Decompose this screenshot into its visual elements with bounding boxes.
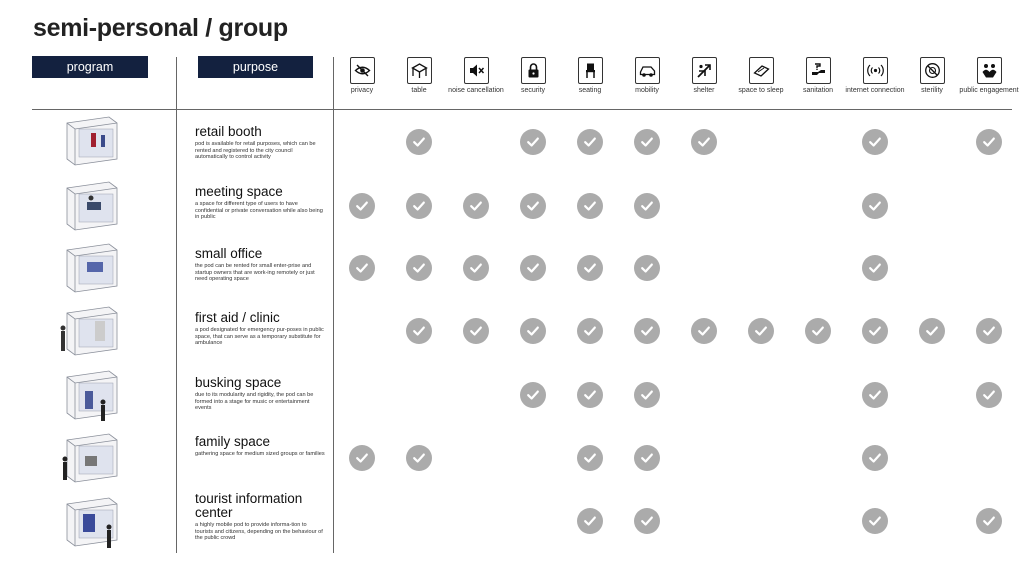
program-column-divider [176,57,177,553]
check-mark-icon [862,255,888,281]
check-mark-icon [976,318,1002,344]
attribute-label: internet connection [845,87,905,94]
pod-illustration [57,494,123,552]
program-description-block [195,125,325,161]
program-description-block [195,435,325,458]
program-name: tourist information center [195,491,303,520]
check-mark-icon [976,508,1002,534]
page-title: semi-personal / group [33,14,288,42]
check-mark-icon [919,318,945,344]
check-mark-icon [349,193,375,219]
check-mark-icon [349,445,375,471]
check-mark-icon [748,318,774,344]
vehicle-icon [635,57,660,84]
program-description-block [195,311,325,347]
chair-icon [578,57,603,84]
lock-icon [521,57,546,84]
check-mark-icon [634,382,660,408]
check-mark-icon [634,193,660,219]
check-mark-icon [577,255,603,281]
check-mark-icon [577,129,603,155]
program-description-block [195,492,325,542]
attribute-label: sanitation [803,87,833,94]
hand-wash-icon [806,57,831,84]
check-mark-icon [406,318,432,344]
attribute-label: public engagement [959,87,1019,94]
check-mark-icon [406,445,432,471]
program-description: the pod can be rented for small enter-prise and startup owners that are work-ing remotely or just need operating space [195,263,315,283]
check-mark-icon [634,255,660,281]
attribute-column-space-to-sleep [731,57,791,96]
check-mark-icon [805,318,831,344]
check-mark-icon [862,129,888,155]
check-mark-icon [862,318,888,344]
header-divider [32,109,1012,110]
program-description-block [195,376,325,412]
attribute-column-mobility [617,57,677,96]
check-mark-icon [406,193,432,219]
attribute-column-security [503,57,563,96]
attribute-column-sanitation [788,57,848,96]
program-header: program [32,56,148,78]
check-mark-icon [463,255,489,281]
program-name: meeting space [195,184,283,199]
check-mark-icon [349,255,375,281]
program-description: a space for different type of users to have confidential or private conversation while also being in public [195,201,323,221]
check-mark-icon [463,193,489,219]
attribute-label: privacy [350,87,374,94]
program-description-block [195,185,325,221]
attribute-label: shelter [693,87,715,94]
attribute-column-internet-connection [845,57,905,96]
wifi-icon [863,57,888,84]
check-mark-icon [577,193,603,219]
check-mark-icon [634,508,660,534]
check-mark-icon [520,255,546,281]
check-mark-icon [406,255,432,281]
check-mark-icon [577,445,603,471]
check-mark-icon [862,445,888,471]
check-mark-icon [520,318,546,344]
attribute-column-noise-cancellation [446,57,506,96]
check-mark-icon [976,382,1002,408]
check-mark-icon [520,193,546,219]
community-icon [977,57,1002,84]
check-mark-icon [634,445,660,471]
attribute-column-shelter [674,57,734,96]
sleep-mat-icon [749,57,774,84]
check-mark-icon [634,318,660,344]
check-mark-icon [577,508,603,534]
program-description: due to its modularity and rigidity, the pod can be formed into a stage for music or entertainment events [195,392,314,412]
table-icon [407,57,432,84]
attribute-label: space to sleep [738,87,784,94]
program-description: gathering space for medium sized groups or families [195,451,325,457]
attribute-column-seating [560,57,620,96]
check-mark-icon [520,382,546,408]
check-mark-icon [406,129,432,155]
program-name: retail booth [195,124,262,139]
attribute-label: seating [578,87,602,94]
purpose-header: purpose [198,56,313,78]
purpose-column-divider [333,57,334,553]
check-mark-icon [520,129,546,155]
program-name: family space [195,434,271,449]
check-mark-icon [862,508,888,534]
pod-illustration [57,113,123,171]
check-mark-icon [976,129,1002,155]
program-description: a highly mobile pod to provide informa-tion to tourists and citizens, depending on the behaviour of the public crowd [195,522,323,542]
pod-illustration [57,240,123,298]
eye-slash-icon [350,57,375,84]
program-name: first aid / clinic [195,310,280,325]
program-description: pod is available for retail purposes, which can be rented and registered to the city council automatically to control activity [195,141,316,161]
sterility-icon [920,57,945,84]
mute-icon [464,57,489,84]
pod-illustration [57,178,123,236]
attribute-label: security [520,87,546,94]
check-mark-icon [577,382,603,408]
attribute-label: table [411,87,427,94]
attribute-label: mobility [635,87,659,94]
check-mark-icon [862,382,888,408]
attribute-column-privacy [332,57,392,96]
check-mark-icon [577,318,603,344]
attribute-column-table [389,57,449,96]
check-mark-icon [862,193,888,219]
program-description: a pod designated for emergency pur-poses in public space, that can serve as a temporary substitute for ambulance [195,327,324,347]
shelter-icon [692,57,717,84]
check-mark-icon [463,318,489,344]
attribute-column-sterility [902,57,962,96]
pod-illustration [57,430,123,488]
check-mark-icon [691,129,717,155]
check-mark-icon [691,318,717,344]
attribute-label: sterility [921,87,943,94]
check-mark-icon [634,129,660,155]
program-name: busking space [195,375,282,390]
attribute-column-public-engagement [959,57,1019,96]
pod-illustration [57,367,123,425]
program-description-block [195,247,325,283]
program-name: small office [195,246,263,261]
pod-illustration [57,303,123,361]
attribute-label: noise cancellation [448,87,504,94]
